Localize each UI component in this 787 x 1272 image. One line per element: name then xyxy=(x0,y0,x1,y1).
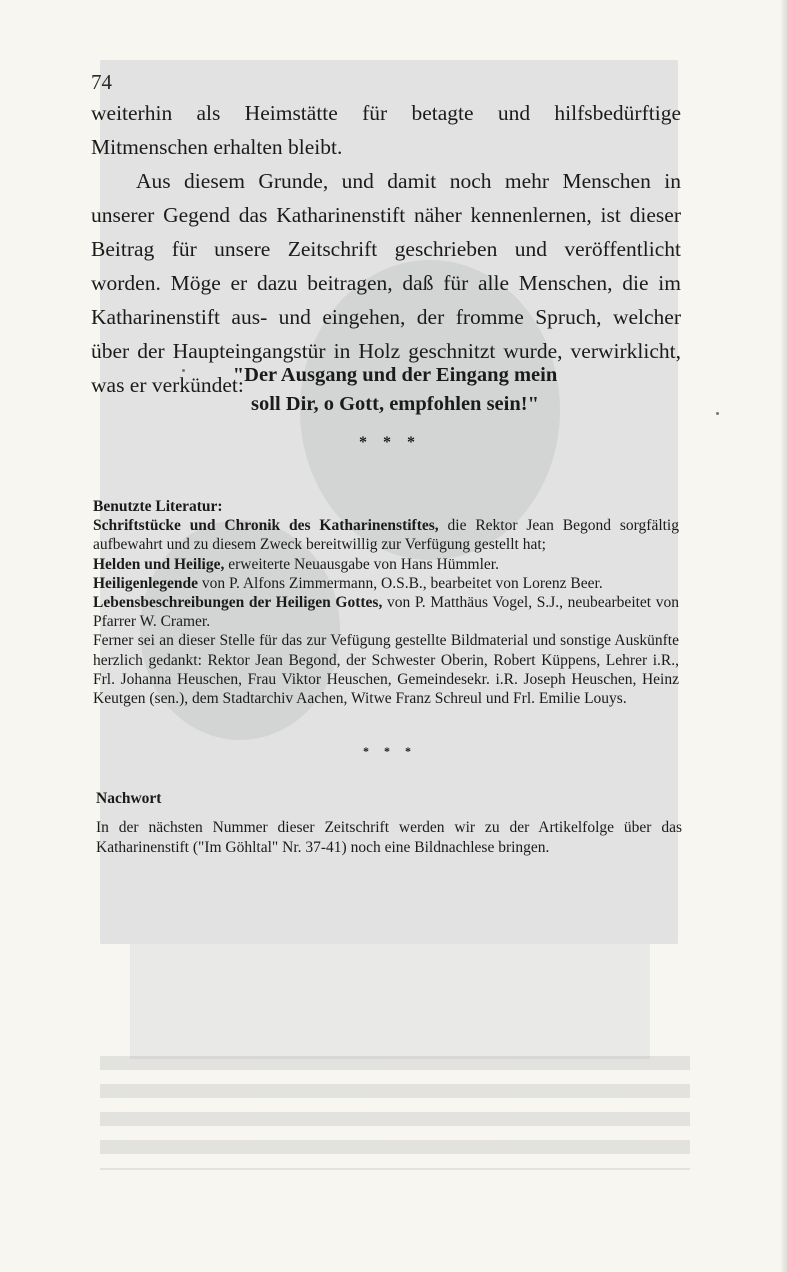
literature-entry xyxy=(93,516,679,554)
literature-detail: die Rektor Jean Begond sorgfältig aufbewahrt und zu diesem Zweck bereitwillig zur Verfügung gestellt hat; xyxy=(93,517,679,554)
literature-detail: von P. Matthäus Vogel, S.J., neubearbeitet von Pfarrer W. Cramer. xyxy=(93,594,680,631)
show-through-text xyxy=(100,1050,690,1170)
literature-detail: erweiterte Neuausgabe von Hans Hümmler. xyxy=(224,555,499,573)
section-separator: * * * xyxy=(359,434,421,451)
motto-line: soll Dir, o Gott, empfohlen sein!" xyxy=(251,393,539,415)
literature-detail: von P. Alfons Zimmermann, O.S.B., bearbeitet von Lorenz Beer. xyxy=(198,574,603,592)
literature-entry xyxy=(93,574,679,593)
literature-entry xyxy=(93,555,679,574)
motto-line: "Der Ausgang und der Eingang mein xyxy=(232,364,558,386)
acknowledgements: Ferner sei an dieser Stelle für das zur Vefügung gestellte Bildmaterial und sonstige Auskünfte herzlich gedankt: Rektor Jean Begond, der Schwester Oberin, Robert Küppens, Lehrer i.R., Frl. Johanna Heuschen, Frau Viktor Heuschen, Gemeindesekr. i.R. Joseph Heuschen, Heinz Keutgen (sen.), dem Stadtarchiv Aachen, Witwe Franz Schreul und Frl. Emilie Louys. xyxy=(93,632,679,708)
paragraph: Aus diesem Grunde, und damit noch mehr Menschen in unserer Gegend das Katharinenstift näher kennenlernen, ist dieser Beitrag für unsere Zeitschrift geschrieben und veröffentlicht worden. Möge er dazu beitragen, daß für alle Menschen, die im Katharinenstift aus- und eingehen, der fromme Spruch, welcher über der Haupteingangstür in Holz geschnitzt wurde, verwirklicht, was er verkündet: xyxy=(91,169,681,397)
literature-heading: Benutzte Literatur: xyxy=(93,498,223,515)
paragraph: weiterhin als Heimstätte für betagte und hilfsbedürftige Mitmenschen erhalten bleibt. xyxy=(91,101,681,159)
nachwort-text: In der nächsten Nummer dieser Zeitschrift werden wir zu der Artikelfolge über das Katharinenstift ("Im Göhltal" Nr. 37-41) noch eine Bildnachlese bringen. xyxy=(96,819,682,856)
page-edge xyxy=(781,0,787,1272)
nachwort-heading: Nachwort xyxy=(96,790,162,807)
body-text xyxy=(91,96,681,402)
literature-title: Heiligenlegende xyxy=(93,574,199,592)
motto-quote xyxy=(160,361,630,419)
section-separator: * * * xyxy=(363,744,417,758)
paper-speck xyxy=(716,412,719,415)
page-number: 74 xyxy=(91,70,112,94)
literature-title: Schriftstücke und Chronik des Katharinenstiftes, xyxy=(93,517,439,535)
paper-speck xyxy=(182,369,185,372)
literature-entry xyxy=(93,593,679,631)
show-through-caption-area xyxy=(130,944,650,1059)
literature-title: Lebensbeschreibungen der Heiligen Gottes, xyxy=(93,594,383,612)
literature-title: Helden und Heilige, xyxy=(93,555,225,573)
literature-section xyxy=(93,497,679,708)
